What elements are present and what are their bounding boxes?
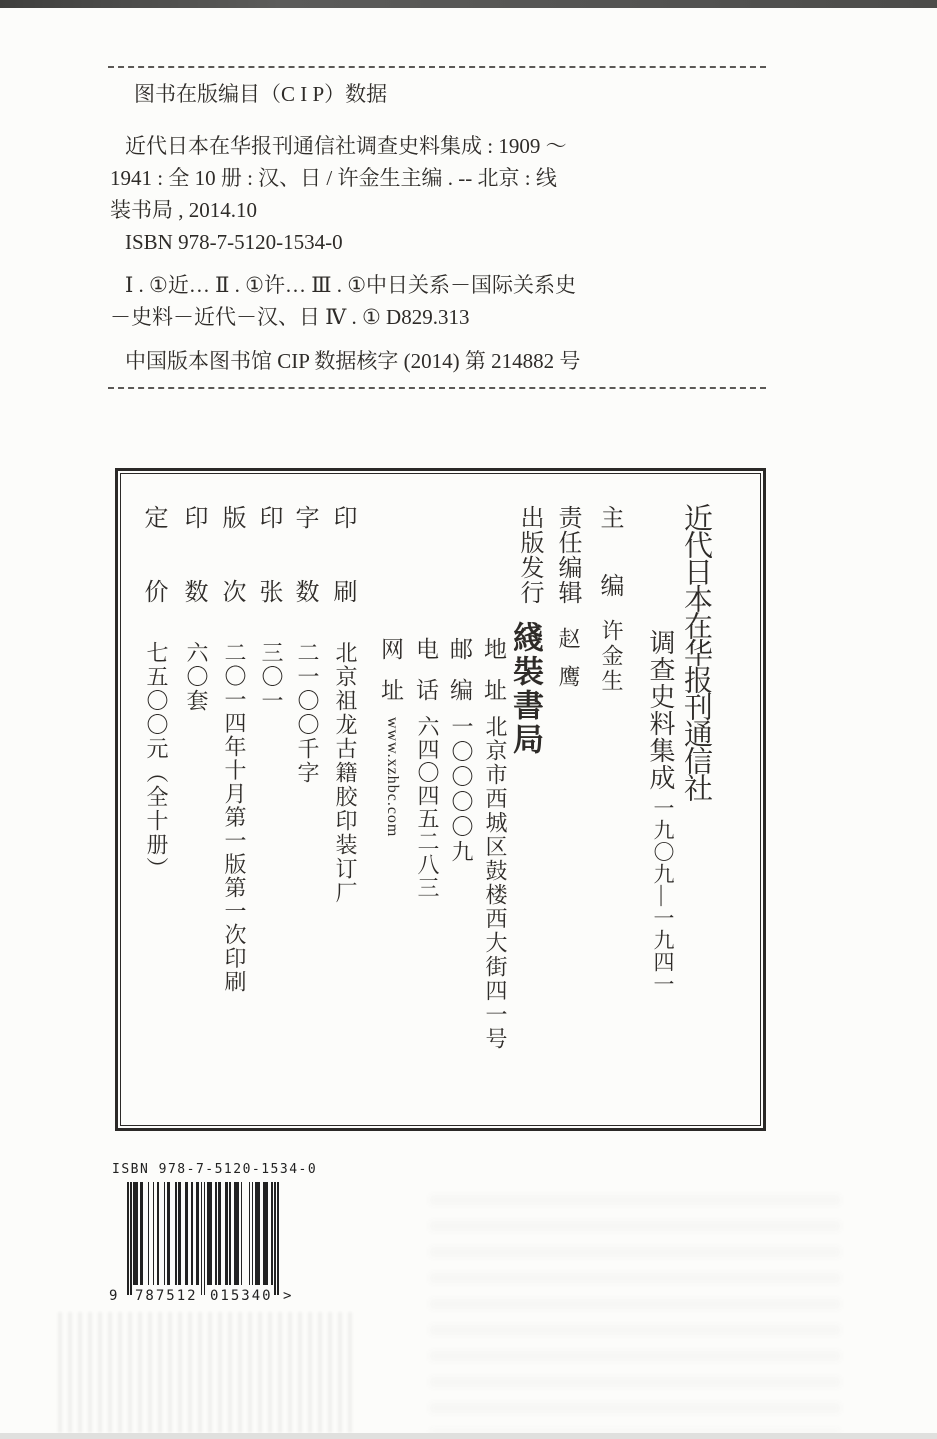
cip-section (108, 66, 766, 389)
field-label-print-run: 印数 (180, 505, 206, 653)
field-label-edition: 版次 (218, 505, 244, 653)
field-value-print-run: 六〇套 (184, 641, 209, 713)
barcode-digit-group1: 787512 (135, 1288, 198, 1304)
field-value-postcode: 一〇〇〇〇九 (449, 715, 474, 865)
field-value-printer: 北京祖龙古籍胶印装订厂 (333, 641, 358, 905)
barcode-digit-tail: > (283, 1288, 292, 1304)
cip-title-line-1: 近代日本在华报刊通信社调查史料集成 : 1909 ～ (125, 134, 567, 158)
barcode-isbn-text: ISBN 978-7-5120-1534-0 (112, 1162, 318, 1177)
scan-edge-top (0, 0, 937, 8)
field-value-address: 北京市西城区鼓楼西大街四一号 (483, 715, 508, 1051)
field-value-phone: 六四〇四五二八三 (415, 715, 440, 899)
field-value-edition: 二〇一四年十月第一版第一次印刷 (222, 641, 247, 994)
book-subtitle-dates: 一九〇九—一九四一 (651, 797, 675, 995)
scan-edge-bottom (0, 1433, 937, 1439)
cip-title-line-2: 1941 : 全 10 册 : 汉、日 / 许金生主编 . -- 北京 : 线 (110, 166, 557, 190)
field-label-publisher: 出版发行 (516, 505, 542, 605)
cip-classification-line-2: －史料－近代－汉、日 Ⅳ . ① D829.313 (110, 305, 470, 329)
field-value-price: 七五〇〇元（全十册） (144, 641, 169, 881)
book-title: 近代日本在华报刊通信社 (680, 503, 712, 800)
cip-classification-line-1: Ⅰ . ①近… Ⅱ . ①许… Ⅲ . ①中日关系－国际关系史 (125, 273, 577, 297)
barcode-digit-group2: 015340 (210, 1288, 273, 1304)
field-label-phone: 电话 (413, 637, 438, 719)
book-subtitle: 调查史料集成 (646, 629, 675, 791)
field-label-printer: 印刷 (329, 505, 355, 653)
field-value-word-count: 二一〇〇千字 (295, 641, 320, 785)
field-label-sheets: 印张 (255, 505, 281, 653)
cip-record-line: 中国版本图书馆 CIP 数据核字 (2014) 第 214882 号 (125, 349, 581, 373)
cip-title-line-3: 装书局 , 2014.10 (110, 198, 257, 222)
publisher-logotype: 綫裝書局 (508, 621, 543, 757)
barcode-bars (127, 1182, 280, 1296)
field-value-website: www.xzhbc.com (384, 717, 401, 838)
barcode-showthrough-ghost (58, 1312, 358, 1433)
field-label-managing-editor: 责任编辑 (554, 505, 580, 605)
field-label-price: 定价 (140, 505, 166, 653)
text-showthrough-ghost (430, 1195, 840, 1433)
field-value-chief-editor: 许金生 (599, 619, 624, 694)
field-label-word-count: 字数 (291, 505, 317, 653)
barcode-digit-lead: 9 (109, 1288, 118, 1304)
field-label-chief-editor: 主编 (596, 505, 622, 641)
colophon-box (115, 468, 766, 1131)
cip-heading: 图书在版编目（C I P）数据 (134, 82, 388, 106)
field-value-managing-editor: 赵鹰 (556, 627, 581, 703)
field-label-address: 地址 (481, 637, 506, 719)
field-label-website: 网址 (378, 637, 403, 719)
field-label-postcode: 邮编 (447, 637, 472, 719)
cip-isbn-line: ISBN 978-7-5120-1534-0 (125, 230, 343, 254)
field-value-sheets: 三〇一 (259, 641, 284, 713)
